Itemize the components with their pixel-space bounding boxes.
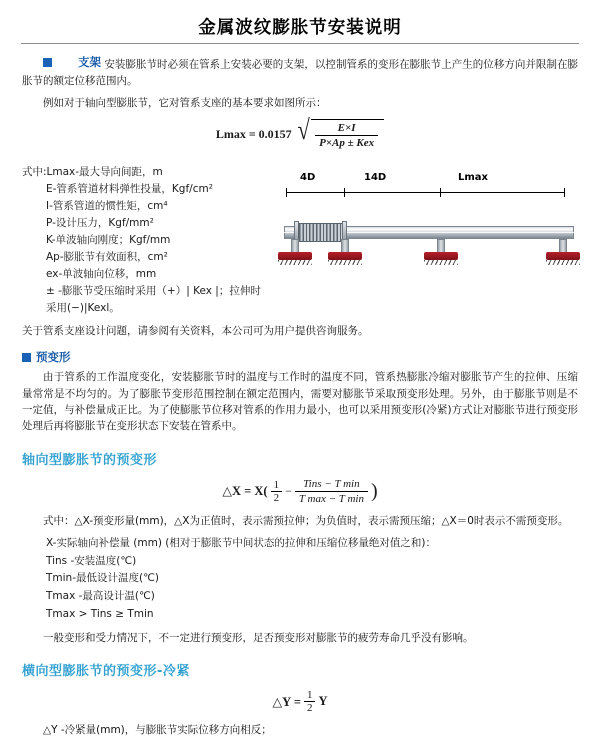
lmax-formula <box>22 115 578 150</box>
support-ground-hatch <box>278 260 312 265</box>
axial-formula-lhs: △X = X( <box>222 484 268 499</box>
axial-formula-explanation: 式中：△X-预变形量(mm)，△X为正值时，表示需预拉伸；为负值时，表示需预压缩；△X＝0时表示不需预变形。 <box>43 514 569 527</box>
axial-formula-minus: − <box>285 483 292 498</box>
square-root-icon <box>296 115 384 150</box>
dimension-label-lmax: Lmax <box>458 172 488 184</box>
page-title: 金属波纹膨胀节安装说明 <box>198 18 402 38</box>
support-base <box>278 252 312 260</box>
support-ground-hatch <box>424 260 458 265</box>
lmax-formula-inner <box>215 115 384 150</box>
pipe-support-anchor-2 <box>328 239 362 265</box>
half-numerator: 1 <box>271 479 283 492</box>
list-item: Tins -安装温度(℃) <box>46 554 137 567</box>
document-page <box>0 14 600 751</box>
predeform-heading <box>22 349 578 365</box>
variable-list <box>22 164 270 317</box>
pipe-support-anchor-3 <box>424 239 458 265</box>
axial-section-heading: 轴向型膨胀节的预变形 <box>22 452 158 468</box>
support-heading-label: 支架 <box>78 55 101 69</box>
lmax-formula-lhs: Lmax = 0.0157 <box>215 127 292 142</box>
support-base <box>424 252 458 260</box>
predeform-paragraph: 由于管系的工作温度变化，安装膨胀节时的温度与工作时的温度不同，管系热膨胀冷缩对膨胀节产生的拉伸、压缩量常常是不均匀的。为了膨胀节变形范围控制在额定范围内，需要对膨胀节采取预变形处理。另外，由于膨胀节则是不一定值，与补偿量成正比。为了使膨胀节位移对管系的作用力最小，也可以采用预变形(冷紧)方式让对膨胀节进行预变形处理后再将膨胀节在变形状态下安装在管系中。 <box>22 371 578 433</box>
list-item: Ap-膨胀节有效面积，cm² <box>46 251 168 264</box>
support-paragraph-1: 安装膨胀节时必须在管系上安装必要的支架，以控制管系的变形在膨胀节上产生的位移方向并限制在膨胀节的额定位移范围内。 <box>22 58 579 87</box>
list-item: ± -膨胀节受压缩时采用（+）| Kex |；拉伸时采用(−)|Kexl。 <box>46 285 261 315</box>
support-base <box>328 252 362 260</box>
pipe-assembly <box>276 200 576 272</box>
lateral-formula-lhs: △Y = <box>272 694 301 709</box>
support-stem <box>437 239 445 253</box>
axial-half-fraction <box>271 479 283 504</box>
pipe-support-anchor-1 <box>278 239 312 265</box>
predeform-heading-label: 预变形 <box>36 350 71 365</box>
radical-sign: √ <box>297 115 310 147</box>
list-item: ex-单波轴向位移，mm <box>46 268 157 281</box>
support-paragraph-2: 例如对于轴向型膨胀节，它对管系支座的基本要求如图所示： <box>43 96 327 109</box>
lateral-formula-rhs: Y <box>318 694 328 709</box>
diagram-column <box>276 160 578 284</box>
list-item: Tmin-最低设计温度(℃) <box>46 572 159 585</box>
diagram-dimension-labels <box>276 172 576 188</box>
lateral-formula-explanation: △Y -冷紧量(mm)，与膨胀节实际位移方向相反； <box>43 724 272 737</box>
dimension-segment <box>344 192 440 193</box>
lateral-half-fraction <box>304 689 316 714</box>
list-item: I-管系管道的惯性矩，cm⁴ <box>46 200 168 213</box>
lateral-formula <box>22 689 578 714</box>
dimension-tick <box>564 188 565 197</box>
axial-temp-fraction <box>295 478 368 505</box>
lateral-section-heading: 横向型膨胀节的预变形-冷紧 <box>22 664 190 680</box>
square-bullet-icon <box>22 353 31 362</box>
dimension-segment <box>286 192 344 193</box>
axial-note: 一般变形和受力情况下，不一定进行预变形，足否预变形对膨胀节的疲劳寿命几乎没有影响。 <box>43 632 474 645</box>
document-content <box>0 54 600 739</box>
support-ground-hatch <box>328 260 362 265</box>
radicand <box>311 119 384 150</box>
dimension-label-4d: 4D <box>300 172 316 184</box>
list-item: K-单波轴向刚度；Kgf/mm <box>46 234 171 247</box>
lateral-formula-line <box>273 689 328 714</box>
support-stem <box>341 239 349 253</box>
list-item: E-管系管道材料弹性投量，Kgf/cm² <box>46 183 213 196</box>
lmax-denominator: P×Ap ± Kex <box>319 137 375 150</box>
variables-and-diagram <box>22 160 578 321</box>
axial-formula <box>22 478 578 505</box>
support-design-note: 关于管系支座设计问题，请参阅有关资料，本公司可为用户提供咨询服务。 <box>22 325 369 338</box>
axial-formula-rhs: ) <box>370 479 378 502</box>
list-item: 式中:Lmax-最大导向间距，m <box>22 166 163 179</box>
pipe-support-anchor-4 <box>546 239 580 265</box>
support-ground-hatch <box>546 260 580 265</box>
diagram-dimension-rules <box>276 188 576 198</box>
temp-denominator: T max − T min <box>298 492 364 505</box>
support-heading <box>43 54 101 72</box>
list-item: Tmax > Tins ≥ Tmin <box>46 608 154 621</box>
support-stem <box>559 239 567 253</box>
support-base <box>546 252 580 260</box>
support-section-intro <box>22 54 578 89</box>
list-item: P-设计压力，Kgf/mm² <box>46 217 154 230</box>
axial-formula-line <box>222 478 377 505</box>
list-item: X-实际轴向补偿量 (mm) (相对于膨胀节中间状态的拉伸和压缩位移量绝对值之和)： <box>46 536 436 549</box>
square-bullet-icon <box>43 58 52 67</box>
dimension-label-14d: 14D <box>364 172 387 184</box>
axial-variable-list <box>22 535 578 624</box>
half-denominator: 2 <box>273 491 280 504</box>
dimension-segment <box>440 192 564 193</box>
list-item: Tmax -最高设计温(℃) <box>46 590 155 603</box>
support-stem <box>291 239 299 253</box>
half-denominator: 2 <box>306 702 313 715</box>
lmax-fraction <box>315 122 378 149</box>
expansion-joint-diagram <box>276 172 576 284</box>
temp-numerator: Tins − T min <box>295 478 368 492</box>
lmax-numerator: E×I <box>315 122 378 136</box>
half-numerator: 1 <box>304 689 316 702</box>
title-divider <box>21 43 579 44</box>
